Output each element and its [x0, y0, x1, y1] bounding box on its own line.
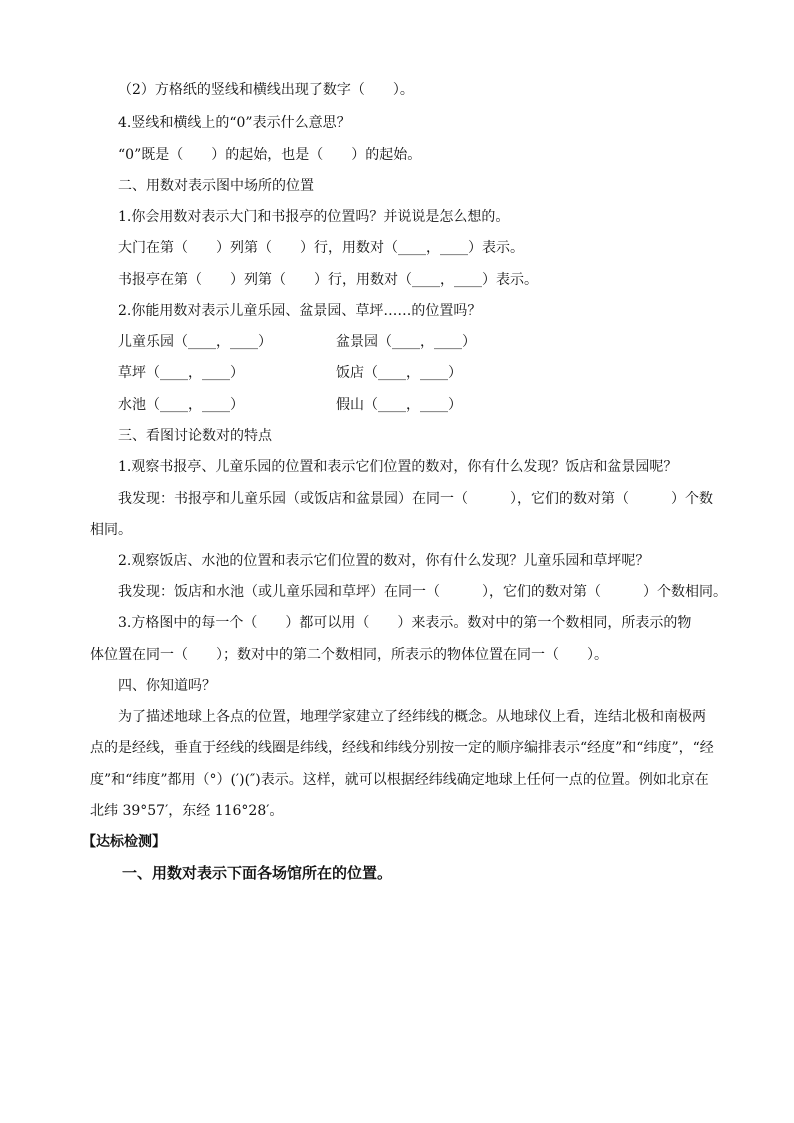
section-3-q3-line1: 3.方格图中的每一个（ ）都可以用（ ）来表示。数对中的第一个数相同，所表示的物: [118, 615, 692, 631]
finding-1-line1: 我发现：书报亭和儿童乐园（或饭店和盆景园）在同一（ ），它们的数对第（ ）个数: [118, 491, 713, 507]
finding-1-line2: 相同。: [90, 522, 132, 538]
section-4-heading: 四、你知道吗？: [118, 678, 216, 694]
latlong-para-line3: 度”和“纬度”都用（°）(′)(″)表示。这样，就可以根据经纬线确定地球上任何一点的位置。例如北京在: [90, 772, 709, 788]
question-4: 4.竖线和横线上的“0”表示什么意思？: [118, 115, 351, 131]
assessment-q1: 一、用数对表示下面各场馆所在的位置。: [122, 864, 393, 882]
newsstand-position: 书报亭在第（ ）列第（ ）行，用数对（____，____）表示。: [118, 272, 538, 288]
rockery-pair: 假山（____，____）: [336, 397, 462, 413]
latlong-para-line1: 为了描述地球上各点的位置，地理学家建立了经纬线的概念。从地球仪上看，连结北极和南极两: [118, 709, 706, 725]
section-3-q1: 1.观察书报亭、儿童乐园的位置和表示它们位置的数对，你有什么发现？饭店和盆景园呢？: [118, 459, 678, 475]
section-2-q2: 2.你能用数对表示儿童乐园、盆景园、草坪……的位置吗？: [118, 303, 482, 319]
restaurant-pair: 饭店（____，____）: [336, 365, 462, 381]
gate-position: 大门在第（ ）列第（ ）行，用数对（____，____）表示。: [118, 240, 524, 256]
finding-2: 我发现：饭店和水池（或儿童乐园和草坪）在同一（ ），它们的数对第（ ）个数相同。: [118, 584, 727, 600]
lawn-pair: 草坪（____，____）: [118, 365, 244, 381]
bonsai-garden-pair: 盆景园（____，____）: [336, 334, 476, 350]
question-2-digits: （2）方格纸的竖线和横线出现了数字（ ）。: [118, 82, 414, 98]
pool-pair: 水池（____，____）: [118, 397, 244, 413]
section-2-heading: 二、用数对表示图中场所的位置: [118, 178, 314, 194]
section-3-heading: 三、看图讨论数对的特点: [118, 428, 272, 444]
playground-pair: 儿童乐园（____，____）: [118, 334, 272, 350]
section-3-q3-line2: 体位置在同一（ ）；数对中的第二个数相同，所表示的物体位置在同一（ ）。: [90, 647, 608, 663]
assessment-heading: 【达标检测】: [82, 834, 166, 850]
section-3-q2: 2.观察饭店、水池的位置和表示它们位置的数对，你有什么发现？儿童乐园和草坪呢？: [118, 553, 650, 569]
section-2-q1: 1.你会用数对表示大门和书报亭的位置吗？并说说是怎么想的。: [118, 209, 510, 225]
latlong-para-line4: 北纬 39°57′，东经 116°28′。: [90, 803, 284, 819]
zero-meaning-blank: “0”既是（ ）的起始，也是（ ）的起始。: [118, 147, 422, 163]
latlong-para-line2: 点的是经线，垂直于经线的线圈是纬线，经线和纬线分别按一定的顺序编排表示“经度”和“纬度”，“经: [90, 740, 714, 756]
